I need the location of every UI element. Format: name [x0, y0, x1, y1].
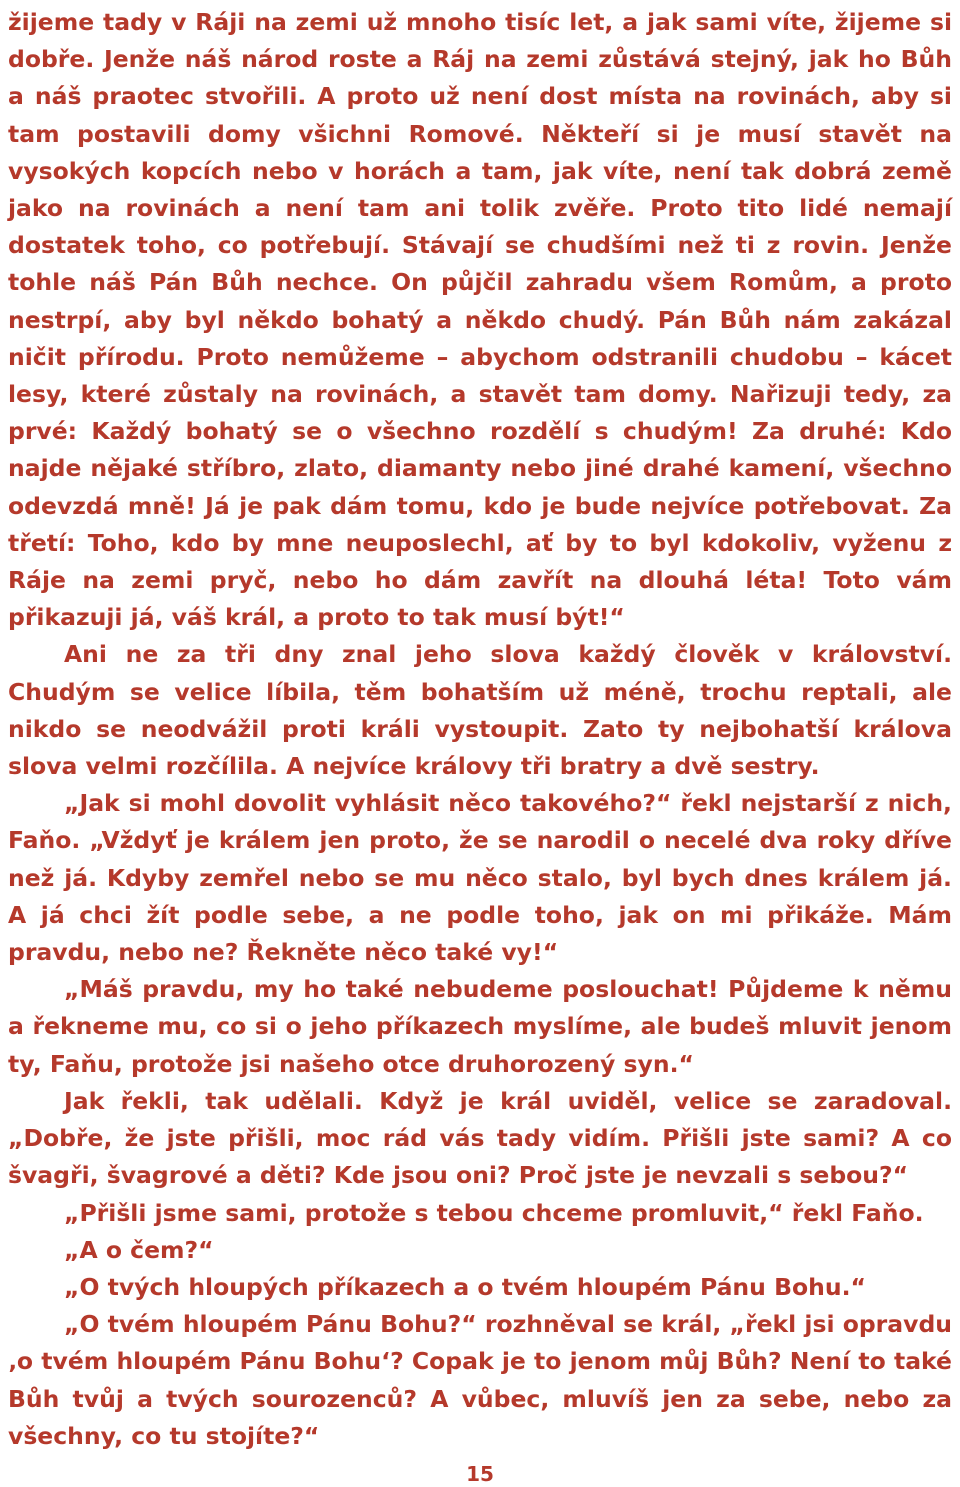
paragraph-3: „Jak si mohl dovolit vyhlásit něco takového?“ řekl nejstarší z nich, Faňo. „Vždyť je králem jen proto, že se narodil o necelé dva roky dříve než já. Kdyby zemřel nebo se mu něco stalo, byl bych dnes králem já. A já chci žít podle sebe, a ne podle toho, jak on mi přikáže. Mám pravdu, nebo ne? Řekněte něco také vy!“ — [8, 789, 952, 967]
paragraph-1: žijeme tady v Ráji na zemi už mnoho tisíc let, a jak sami víte, žijeme si dobře. Jenže náš národ roste a Ráj na zemi zůstává stejný, jak ho Bůh a náš praotec stvořili. A proto už není dost místa na rovinách, aby si tam postavili domy všichni Romové. Někteří si je musí stavět na vysokých kopcích nebo v horách a tam, jak víte, není tak dobrá země jako na rovinách a není tam ani tolik zvěře. Proto tito lidé nemají dostatek toho, co potřebují. Stávají se chudšími než ti z rovin. Jenže tohle náš Pán Bůh nechce. On půjčil zahradu všem Romům, a proto nestrpí, aby byl někdo bohatý a někdo chudý. Pán Bůh nám zakázal ničit přírodu. Proto nemůžeme – abychom odstranili chudobu – kácet lesy, které zůstaly na rovinách, a stavět tam domy. Nařizuji tedy, za prvé: Každý bohatý se o všechno rozdělí s chudým! Za druhé: Kdo najde nějaké stříbro, zlato, diamanty nebo jiné drahé kamení, všechno odevzdá mně! Já je pak dám tomu, kdo je bude nejvíce potřebovat. Za třetí: Toho, kdo by mne neuposlechl, ať by to byl kdokoliv, vyženu z Ráje na zemi pryč, nebo ho dám zavřít na dlouhá léta! Toto vám přikazuji já, váš král, a proto to tak musí být!“ — [8, 8, 952, 632]
paragraph-2: Ani ne za tři dny znal jeho slova každý člověk v království. Chudým se velice líbila, těm bohatším už méně, trochu reptali, ale nikdo se neodvážil proti králi vystoupit. Zato ty nejbohatší králova slova velmi rozčílila. A nejvíce královy tři bratry a dvě sestry. — [8, 640, 952, 781]
paragraph-8: „O tvých hloupých příkazech a o tvém hloupém Pánu Bohu.“ — [64, 1272, 866, 1301]
paragraph-4: „Máš pravdu, my ho také nebudeme poslouchat! Půjdeme k němu a řekneme mu, co si o jeho příkazech myslíme, ale budeš mluvit jenom ty, Faňu, protože jsi našeho otce druhorozený syn.“ — [8, 975, 952, 1078]
paragraph-5: Jak řekli, tak udělali. Když je král uviděl, velice se zaradoval. „Dobře, že jste přišli, moc rád vás tady vidím. Přišli jste sami? A co švagři, švagrové a děti? Kde jsou oni? Proč jste je nevzali s sebou?“ — [8, 1086, 952, 1190]
paragraph-6: „Přišli jsme sami, protože s tebou chceme promluvit,“ řekl Faňo. — [64, 1198, 924, 1227]
page-number: 15 — [466, 1462, 494, 1486]
paragraph-7: „A o čem?“ — [64, 1235, 214, 1264]
paragraph-9: „O tvém hloupém Pánu Bohu?“ rozhněval se král, „řekl jsi opravdu ‚o tvém hloupém Pánu Bohu‘? Copak je to jenom můj Bůh? Není to také Bůh tvůj a tvých sourozenců? A vůbec, mluvíš jen za sebe, nebo za všechny, co tu stojíte?“ — [8, 1310, 952, 1450]
page-body — [8, 4, 952, 1455]
